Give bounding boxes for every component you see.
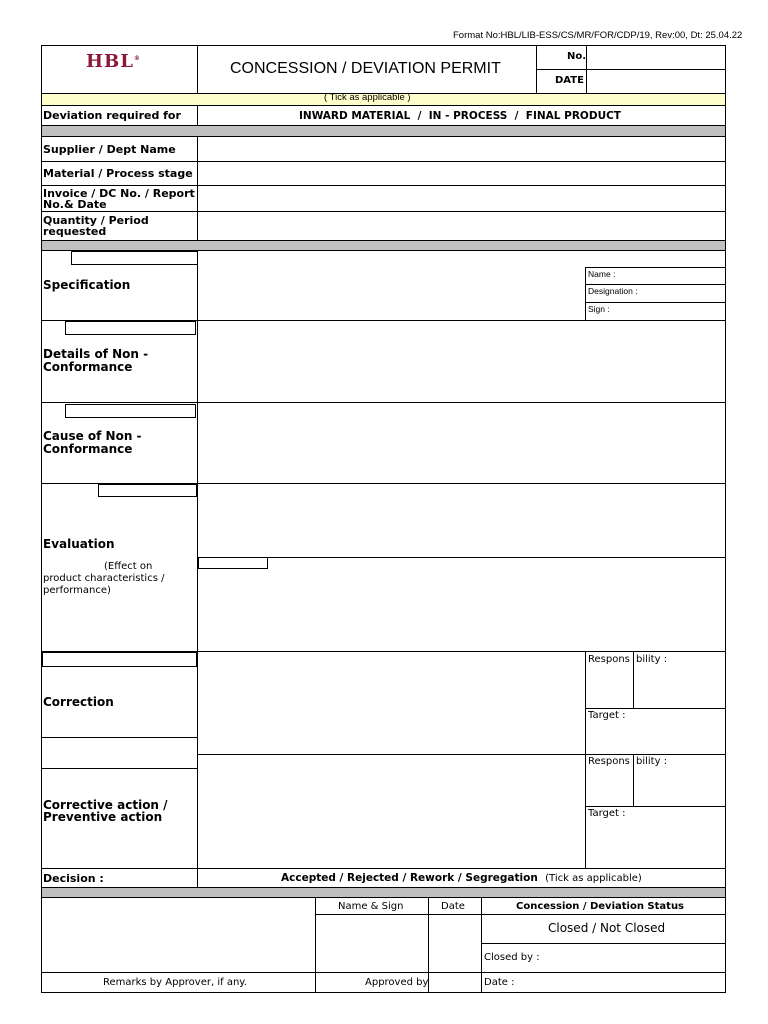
approved-by-label: Approved by [365, 977, 429, 988]
spec-sign-label: Sign : [588, 304, 610, 314]
quantity-field[interactable] [198, 212, 725, 240]
invoice-field[interactable] [198, 186, 725, 211]
evaluation-checkbox[interactable] [98, 484, 197, 497]
corrective-responsibility-b: bility : [636, 756, 668, 767]
details-label-line1: Details of Non - [43, 347, 149, 361]
corrective-label-line1: Corrective action / [43, 798, 168, 812]
cause-label-line2: Conformance [43, 442, 133, 456]
date-field[interactable] [587, 70, 725, 92]
corrective-target-label: Target : [588, 808, 626, 819]
evaluation-note-line3: performance) [43, 585, 111, 596]
format-number: Format No:HBL/LIB-ESS/CS/MR/FOR/CDP/19, Rev:00, Dt: 25.04.22 [453, 30, 743, 41]
evaluation-note-line2: product characteristics / [43, 573, 165, 584]
invoice-label-line1: Invoice / DC No. / Report [43, 187, 195, 200]
specification-label: Specification [43, 278, 131, 292]
correction-field[interactable] [198, 652, 584, 753]
corrective-field[interactable] [198, 755, 584, 868]
separator-band [42, 888, 725, 897]
separator-band [42, 241, 725, 250]
spec-checkbox[interactable] [71, 251, 198, 265]
correction-responsibility-b: bility : [636, 654, 668, 665]
closed-by-label: Closed by : [484, 952, 540, 963]
material-label: Material / Process stage [43, 167, 193, 180]
evaluation-sub-checkbox[interactable] [198, 557, 268, 569]
date-header: Date [441, 901, 465, 912]
material-field[interactable] [198, 162, 725, 185]
details-checkbox[interactable] [65, 321, 196, 335]
details-field[interactable] [198, 321, 725, 402]
form-title: CONCESSION / DEVIATION PERMIT [230, 60, 501, 77]
cause-label-line1: Cause of Non - [43, 429, 142, 443]
name-sign-header: Name & Sign [338, 901, 404, 912]
correction-responsibility-a: Respons [588, 654, 630, 665]
remarks-field[interactable] [42, 898, 314, 971]
separator-band [42, 126, 725, 136]
company-logo [86, 52, 141, 73]
remarks-label: Remarks by Approver, if any. [103, 977, 247, 988]
quantity-label-line2: requested [43, 225, 107, 238]
decision-options[interactable]: Accepted / Rejected / Rework / Segregation [281, 872, 538, 884]
closing-date-label: Date : [484, 977, 515, 988]
evaluation-label: Evaluation [43, 537, 115, 551]
spec-name-label: Name : [588, 269, 616, 279]
deviation-label: Deviation required for [43, 109, 181, 122]
corrective-label-line2: Preventive action [43, 810, 163, 824]
decision-options-line [281, 872, 642, 885]
approver-sign-field[interactable] [316, 915, 427, 971]
corrective-responsibility-a: Respons [588, 756, 630, 767]
no-label: No. [567, 51, 587, 62]
correction-target-label: Target : [588, 710, 626, 721]
tick-note: ( Tick as applicable ) [324, 92, 411, 103]
registered-mark: ® [133, 55, 141, 62]
decision-label: Decision : [43, 872, 104, 885]
no-field[interactable] [587, 46, 725, 68]
date-label: DATE [555, 75, 584, 86]
decision-tick-note: (Tick as applicable) [545, 873, 642, 884]
evaluation-effect-field[interactable] [198, 570, 725, 650]
correction-label: Correction [43, 695, 114, 709]
specification-field[interactable] [198, 251, 584, 319]
supplier-label: Supplier / Dept Name [43, 143, 176, 156]
deviation-options[interactable]: INWARD MATERIAL / IN - PROCESS / FINAL PRODUCT [299, 110, 621, 122]
details-label-line2: Conformance [43, 360, 133, 374]
status-value[interactable]: Closed / Not Closed [548, 921, 666, 935]
invoice-label-line2: No.& Date [43, 198, 107, 211]
quantity-label-line1: Quantity / Period [43, 214, 149, 227]
approval-date-field[interactable] [429, 915, 480, 971]
status-header: Concession / Deviation Status [516, 901, 685, 912]
evaluation-note-line1: (Effect on [104, 561, 153, 572]
cause-field[interactable] [198, 403, 725, 483]
evaluation-field[interactable] [198, 484, 725, 556]
logo-text: HBL [86, 51, 134, 72]
cause-checkbox[interactable] [65, 404, 196, 418]
spec-designation-label: Designation : [588, 286, 638, 296]
correction-checkbox[interactable] [42, 652, 197, 667]
supplier-field[interactable] [198, 137, 725, 161]
